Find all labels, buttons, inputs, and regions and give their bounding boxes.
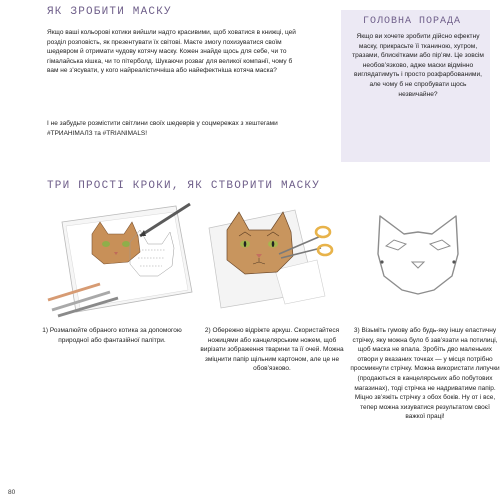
step-3-text: 3) Візьміть гумову або будь-яку іншу еластичну стрічку, яку можна було б зав’язати на потилиці, щоб маска не впала. Зробіть дво маленьких отвори у вказаних точках — у місця потрібно просмикнути стрічку. Можна використати липучки (продаються в канцелярських або побутових магазинах), тоді стрічка не надриватиме папір. Міцно зв’яжіть стрічку з обох боків. Ну от і все, тепер можна хизуватися результатом своєї важкої праці!: [350, 327, 500, 421]
page-number: 80: [8, 489, 16, 496]
hole-right: [452, 260, 455, 263]
step-1-text: 1) Розмалюйте обраного котика за допомогою природної або фантазійної палітри.: [42, 327, 182, 344]
intro-paragraph: Якщо ваші кольорові котики вийшли надто красивими, щоб ховатися в книжці, цей розділ розповість, як презентувати їх світові. Маєте змогу похизуватися своїм шедевром й отримати чудову котячу маску. Кожен знайде щось для себе, чи то гімалайська кішка, чи то пітерболд. Шукаючи розваг для великої компанії, чому б вам не з’ясувати, у кого найреалістичніша або найефектніша котяча маска?: [47, 29, 296, 75]
hashtag-paragraph: І не забудьте розмістити світлини своїх шедеврів у соцмережах з хештегами #ТРИАНІМАЛЗ та #TRIANIMALS!: [47, 120, 278, 137]
coloring-illustration: [44, 200, 196, 318]
tip-text: Якщо ви хочете зробити дійсно ефектну маску, прикрасьте її тканиною, хутром, тразами, блискітками або пір’ям. Це зовсім необов’язково, адже маски відмінно виглядатимуть і просто розфарбованими, але чому б не спробувати щось незвичайне?: [352, 33, 484, 98]
section-heading-how-to-make-mask: ЯК ЗРОБИТИ МАСКУ: [47, 6, 172, 18]
cat-mask-outline: [368, 200, 468, 318]
cutting-illustration: [205, 200, 335, 318]
hole-left: [380, 260, 383, 263]
tip-title: ГОЛОВНА ПОРАДА: [363, 16, 462, 27]
section-heading-three-steps: ТРИ ПРОСТІ КРОКИ, ЯК СТВОРИТИ МАСКУ: [47, 180, 321, 192]
step-2-text: 2) Обережно відріжте аркуш. Скористайтеся ножицями або канцелярським ножем, щоб вирізати зображення тварини та її очей. Можна зміцнити папір щільним картоном, але це не обов’язково.: [200, 327, 344, 373]
